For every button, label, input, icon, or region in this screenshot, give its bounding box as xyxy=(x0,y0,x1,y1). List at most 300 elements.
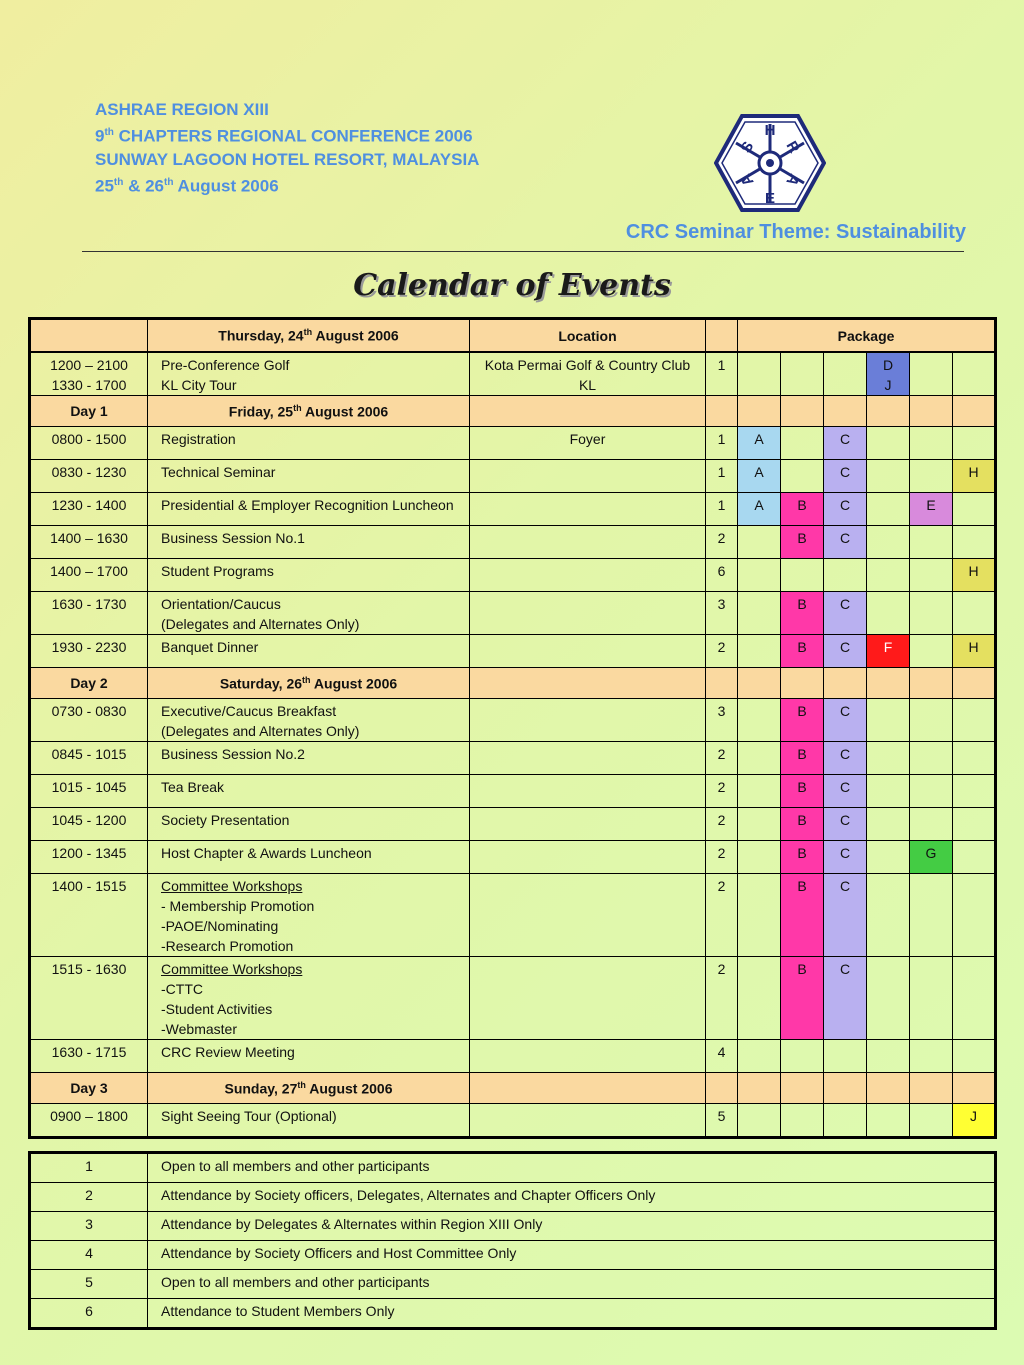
event-name xyxy=(148,841,470,874)
cell-line: Business Session No.1 xyxy=(161,530,305,546)
cell-line: Foyer xyxy=(569,431,606,447)
table-row xyxy=(30,493,996,526)
package-cell xyxy=(953,775,996,808)
table-row xyxy=(30,460,996,493)
cell-line: 1930 - 2230 xyxy=(51,639,127,655)
note-row xyxy=(30,1212,996,1241)
cell-line: 1400 – 1700 xyxy=(50,563,128,579)
day-date-sup: th xyxy=(302,674,311,685)
event-location xyxy=(470,460,706,493)
ashrae-logo xyxy=(714,114,826,212)
package-cell xyxy=(867,559,910,592)
table-row xyxy=(30,592,996,635)
package-cell: H xyxy=(953,460,996,493)
event-time xyxy=(30,460,148,493)
package-cell xyxy=(781,1040,824,1073)
table-row xyxy=(30,526,996,559)
day-header-row xyxy=(30,668,996,699)
day-date-text: Saturday, 26 xyxy=(219,675,303,692)
package-cell: C xyxy=(824,742,867,775)
package-cell xyxy=(738,874,781,957)
package-cell xyxy=(738,526,781,559)
event-name xyxy=(148,526,470,559)
attendance-code: 2 xyxy=(706,775,738,808)
event-time xyxy=(30,775,148,808)
attendance-code: 3 xyxy=(706,699,738,742)
note-number: 5 xyxy=(30,1270,148,1299)
attendance-code: 2 xyxy=(706,874,738,957)
event-time xyxy=(30,493,148,526)
header-package: Package xyxy=(738,319,996,353)
package-cell xyxy=(910,808,953,841)
cell-line: 1330 - 1700 xyxy=(51,377,127,393)
event-name xyxy=(148,427,470,460)
table-row xyxy=(30,775,996,808)
day-empty-cell xyxy=(824,396,867,427)
cell-line: Pre-Conference Golf xyxy=(161,357,290,373)
cell-line: -Research Promotion xyxy=(161,938,294,954)
package-cell xyxy=(953,493,996,526)
header-line-2: 9th CHAPTERS REGIONAL CONFERENCE 2006 xyxy=(95,126,473,146)
package-cell: B xyxy=(781,957,824,1040)
day-date xyxy=(148,668,470,699)
package-cell: B xyxy=(781,526,824,559)
cell-line: - Membership Promotion xyxy=(161,898,315,914)
package-cell xyxy=(910,460,953,493)
event-time xyxy=(30,808,148,841)
cell-line: Committee Workshops xyxy=(161,878,303,894)
day-header-row xyxy=(30,396,996,427)
package-cell xyxy=(910,427,953,460)
package-cell xyxy=(781,427,824,460)
cell-line: 1630 - 1730 xyxy=(51,596,127,612)
package-cell xyxy=(824,559,867,592)
package-cell xyxy=(910,775,953,808)
cell-line: 1015 - 1045 xyxy=(51,779,127,795)
table-row xyxy=(30,841,996,874)
cell-line: Student Programs xyxy=(161,563,274,579)
attendance-code: 1 xyxy=(706,427,738,460)
event-name xyxy=(148,1104,470,1138)
day-date-text: August 2006 xyxy=(305,1080,393,1097)
package-cell xyxy=(910,699,953,742)
note-row xyxy=(30,1183,996,1212)
header-date: Thursday, 24th August 2006 xyxy=(148,319,470,353)
header-line-3: SUNWAY LAGOON HOTEL RESORT, MALAYSIA xyxy=(95,149,480,169)
event-name xyxy=(148,493,470,526)
event-time xyxy=(30,559,148,592)
attendance-code: 2 xyxy=(706,808,738,841)
package-cell xyxy=(953,742,996,775)
day-empty-cell xyxy=(706,396,738,427)
logo-letter-r: R xyxy=(782,138,803,157)
event-name xyxy=(148,742,470,775)
attendance-notes-table xyxy=(28,1151,997,1330)
cell-line: (Delegates and Alternates Only) xyxy=(161,616,360,632)
day-header-row xyxy=(30,1073,996,1104)
day-date-sup: th xyxy=(297,1079,306,1090)
package-cell: F xyxy=(867,635,910,668)
package-cell: C xyxy=(824,808,867,841)
day-empty-cell xyxy=(706,668,738,699)
package-cell: H xyxy=(953,559,996,592)
package-cell xyxy=(867,592,910,635)
note-number: 4 xyxy=(30,1241,148,1270)
package-letter: J xyxy=(884,377,892,393)
attendance-code: 6 xyxy=(706,559,738,592)
table-row xyxy=(30,427,996,460)
cell-line: 1515 - 1630 xyxy=(51,961,127,977)
event-name xyxy=(148,460,470,493)
package-cell: C xyxy=(824,841,867,874)
package-cell xyxy=(867,699,910,742)
day-date-text: Friday, 25 xyxy=(228,403,294,420)
attendance-code: 1 xyxy=(706,460,738,493)
note-row xyxy=(30,1241,996,1270)
day-label: Day 3 xyxy=(30,1073,148,1104)
package-cell xyxy=(867,808,910,841)
day-empty-cell xyxy=(953,668,996,699)
cell-line: Tea Break xyxy=(161,779,225,795)
day-empty-cell xyxy=(738,1073,781,1104)
package-cell: G xyxy=(910,841,953,874)
package-cell xyxy=(910,957,953,1040)
package-letter: D xyxy=(882,357,894,373)
package-cell xyxy=(867,1040,910,1073)
cell-line: 0730 - 0830 xyxy=(51,703,127,719)
day-empty-cell xyxy=(781,668,824,699)
event-location xyxy=(470,699,706,742)
package-cell: B xyxy=(781,493,824,526)
package-cell xyxy=(738,841,781,874)
header-divider xyxy=(82,251,964,252)
cell-line: Banquet Dinner xyxy=(161,639,259,655)
package-cell xyxy=(910,874,953,957)
package-cell xyxy=(867,460,910,493)
note-number: 1 xyxy=(30,1153,148,1183)
day-empty-cell xyxy=(867,1073,910,1104)
cell-line: CRC Review Meeting xyxy=(161,1044,295,1060)
day-empty-cell xyxy=(470,668,706,699)
event-name xyxy=(148,808,470,841)
event-time xyxy=(30,526,148,559)
cell-line: Committee Workshops xyxy=(161,961,303,977)
event-time xyxy=(30,635,148,668)
day-empty-cell xyxy=(470,396,706,427)
cell-line: -CTTC xyxy=(161,981,203,997)
event-location xyxy=(470,635,706,668)
package-cell xyxy=(910,559,953,592)
package-cell: H xyxy=(953,635,996,668)
cell-line: Host Chapter & Awards Luncheon xyxy=(161,845,372,861)
package-cell xyxy=(910,592,953,635)
package-cell: C xyxy=(824,957,867,1040)
cell-line: Presidential & Employer Recognition Luncheon xyxy=(161,497,454,513)
attendance-code: 5 xyxy=(706,1104,738,1138)
note-text: Attendance by Society Officers and Host Committee Only xyxy=(148,1241,996,1270)
event-name xyxy=(148,1040,470,1073)
note-text: Attendance by Society officers, Delegates, Alternates and Chapter Officers Only xyxy=(148,1183,996,1212)
package-cell: B xyxy=(781,592,824,635)
cell-line: 0800 - 1500 xyxy=(51,431,127,447)
event-name xyxy=(148,352,470,396)
day-empty-cell xyxy=(910,1073,953,1104)
package-cell: B xyxy=(781,808,824,841)
package-cell: C xyxy=(824,592,867,635)
package-cell xyxy=(953,592,996,635)
event-location xyxy=(470,427,706,460)
event-time xyxy=(30,742,148,775)
cell-line: 1400 – 1630 xyxy=(50,530,128,546)
table-row xyxy=(30,808,996,841)
attendance-code: 3 xyxy=(706,592,738,635)
package-cell xyxy=(867,352,910,396)
event-name xyxy=(148,775,470,808)
attendance-code: 2 xyxy=(706,635,738,668)
cell-line: Business Session No.2 xyxy=(161,746,305,762)
attendance-code: 1 xyxy=(706,352,738,396)
table-row xyxy=(30,1104,996,1138)
table-row xyxy=(30,352,996,396)
cell-line: Orientation/Caucus xyxy=(161,596,281,612)
package-cell xyxy=(910,742,953,775)
event-name xyxy=(148,699,470,742)
day-date xyxy=(148,1073,470,1104)
package-cell xyxy=(867,742,910,775)
package-cell xyxy=(867,1104,910,1138)
cell-line: KL xyxy=(578,377,597,393)
note-text: Attendance to Student Members Only xyxy=(148,1299,996,1329)
package-cell: B xyxy=(781,635,824,668)
package-cell xyxy=(738,592,781,635)
event-time xyxy=(30,874,148,957)
cell-line: 1200 - 1345 xyxy=(51,845,127,861)
package-cell xyxy=(867,526,910,559)
package-cell xyxy=(953,808,996,841)
table-row xyxy=(30,559,996,592)
logo-letter-e: E xyxy=(764,190,776,207)
event-location xyxy=(470,808,706,841)
cell-line: Kota Permai Golf & Country Club xyxy=(484,357,691,373)
package-cell xyxy=(738,635,781,668)
package-cell xyxy=(824,1104,867,1138)
package-cell xyxy=(867,775,910,808)
table-row xyxy=(30,1040,996,1073)
event-location xyxy=(470,1104,706,1138)
event-time xyxy=(30,592,148,635)
package-cell: B xyxy=(781,841,824,874)
package-cell xyxy=(824,1040,867,1073)
day-empty-cell xyxy=(706,1073,738,1104)
event-location xyxy=(470,841,706,874)
package-cell: C xyxy=(824,699,867,742)
package-cell: C xyxy=(824,526,867,559)
day-empty-cell xyxy=(470,1073,706,1104)
event-location xyxy=(470,775,706,808)
event-name xyxy=(148,559,470,592)
event-location xyxy=(470,493,706,526)
package-cell: C xyxy=(824,460,867,493)
day-empty-cell xyxy=(910,668,953,699)
conference-header xyxy=(95,98,479,197)
day-date xyxy=(148,396,470,427)
package-cell xyxy=(738,1104,781,1138)
package-cell: B xyxy=(781,874,824,957)
package-cell xyxy=(738,957,781,1040)
header-attendance-cell xyxy=(706,319,738,353)
page-title: Calendar of Events xyxy=(353,268,671,303)
package-cell xyxy=(910,635,953,668)
day-empty-cell xyxy=(781,1073,824,1104)
package-cell xyxy=(738,775,781,808)
cell-line: 1200 – 2100 xyxy=(50,357,128,373)
day-date-sup: th xyxy=(293,402,302,413)
event-location xyxy=(470,1040,706,1073)
day-date-text: August 2006 xyxy=(310,675,398,692)
table-row xyxy=(30,699,996,742)
logo-letter-s: S xyxy=(737,138,758,156)
day-empty-cell xyxy=(738,396,781,427)
package-cell xyxy=(953,841,996,874)
note-text: Open to all members and other participants xyxy=(148,1270,996,1299)
cell-line: Registration xyxy=(161,431,236,447)
attendance-code: 2 xyxy=(706,957,738,1040)
attendance-code: 2 xyxy=(706,841,738,874)
cell-line: Society Presentation xyxy=(161,812,290,828)
day-label: Day 2 xyxy=(30,668,148,699)
note-number: 2 xyxy=(30,1183,148,1212)
day-label: Day 1 xyxy=(30,396,148,427)
package-cell: C xyxy=(824,775,867,808)
event-time xyxy=(30,1040,148,1073)
event-time xyxy=(30,957,148,1040)
table-row xyxy=(30,635,996,668)
event-location xyxy=(470,352,706,396)
logo-letter-a-left: A xyxy=(737,170,758,189)
events-table xyxy=(28,317,997,1139)
package-cell xyxy=(867,427,910,460)
cell-line: Executive/Caucus Breakfast xyxy=(161,703,337,719)
package-cell xyxy=(781,460,824,493)
cell-line: 1230 - 1400 xyxy=(51,497,127,513)
event-name xyxy=(148,874,470,957)
note-row xyxy=(30,1299,996,1329)
day-date-text: August 2006 xyxy=(301,403,389,420)
cell-line: 0830 - 1230 xyxy=(51,464,127,480)
attendance-code: 4 xyxy=(706,1040,738,1073)
logo-letter-a-right: A xyxy=(782,170,803,189)
cell-line: Technical Seminar xyxy=(161,464,276,480)
table-row xyxy=(30,957,996,1040)
day-empty-cell xyxy=(910,396,953,427)
package-cell xyxy=(867,957,910,1040)
note-text: Attendance by Delegates & Alternates within Region XIII Only xyxy=(148,1212,996,1241)
cell-line: -Webmaster xyxy=(161,1021,237,1037)
day-date-text: Sunday, 27 xyxy=(224,1080,298,1097)
package-cell xyxy=(953,874,996,957)
package-cell: C xyxy=(824,427,867,460)
package-cell xyxy=(953,699,996,742)
cell-line: 1630 - 1715 xyxy=(51,1044,127,1060)
table-row xyxy=(30,742,996,775)
package-cell xyxy=(910,1104,953,1138)
event-location xyxy=(470,592,706,635)
header-line-4: 25th & 26th August 2006 xyxy=(95,176,279,196)
event-location xyxy=(470,559,706,592)
header-time-cell xyxy=(30,319,148,353)
table-row xyxy=(30,874,996,957)
day-empty-cell xyxy=(824,1073,867,1104)
package-cell: A xyxy=(738,493,781,526)
cell-line: 1400 - 1515 xyxy=(51,878,127,894)
package-cell xyxy=(953,352,996,396)
package-cell xyxy=(738,1040,781,1073)
note-text: Open to all members and other participants xyxy=(148,1153,996,1183)
package-cell xyxy=(910,1040,953,1073)
event-time xyxy=(30,1104,148,1138)
package-cell: B xyxy=(781,775,824,808)
header-location: Location xyxy=(470,319,706,353)
package-cell: C xyxy=(824,493,867,526)
package-cell: J xyxy=(953,1104,996,1138)
package-cell: B xyxy=(781,742,824,775)
package-cell: E xyxy=(910,493,953,526)
logo-letter-h: H xyxy=(764,122,776,139)
package-cell xyxy=(867,841,910,874)
attendance-code: 2 xyxy=(706,742,738,775)
package-cell xyxy=(738,559,781,592)
package-cell: B xyxy=(781,699,824,742)
note-number: 6 xyxy=(30,1299,148,1329)
day-empty-cell xyxy=(824,668,867,699)
cell-line: KL City Tour xyxy=(161,377,237,393)
package-cell: C xyxy=(824,874,867,957)
day-empty-cell xyxy=(867,396,910,427)
note-row xyxy=(30,1270,996,1299)
event-location xyxy=(470,957,706,1040)
package-cell xyxy=(738,352,781,396)
package-cell xyxy=(953,1040,996,1073)
event-name xyxy=(148,957,470,1040)
package-cell xyxy=(781,352,824,396)
note-row xyxy=(30,1153,996,1183)
package-cell xyxy=(781,1104,824,1138)
event-name xyxy=(148,592,470,635)
day-empty-cell xyxy=(953,396,996,427)
cell-line: -PAOE/Nominating xyxy=(161,918,279,934)
note-number: 3 xyxy=(30,1212,148,1241)
package-cell xyxy=(738,699,781,742)
event-location xyxy=(470,742,706,775)
package-cell xyxy=(781,559,824,592)
package-cell xyxy=(953,526,996,559)
event-time xyxy=(30,699,148,742)
event-time xyxy=(30,841,148,874)
cell-line: Sight Seeing Tour (Optional) xyxy=(161,1108,337,1124)
package-cell xyxy=(867,493,910,526)
event-name xyxy=(148,635,470,668)
package-cell: A xyxy=(738,460,781,493)
event-location xyxy=(470,526,706,559)
header-line-1: ASHRAE REGION XIII xyxy=(95,100,269,119)
cell-line: -Student Activities xyxy=(161,1001,273,1017)
event-time xyxy=(30,427,148,460)
package-cell xyxy=(738,808,781,841)
cell-line: 0900 – 1800 xyxy=(50,1108,128,1124)
package-cell xyxy=(867,874,910,957)
seminar-theme: CRC Seminar Theme: Sustainability xyxy=(625,221,966,243)
package-cell xyxy=(910,526,953,559)
